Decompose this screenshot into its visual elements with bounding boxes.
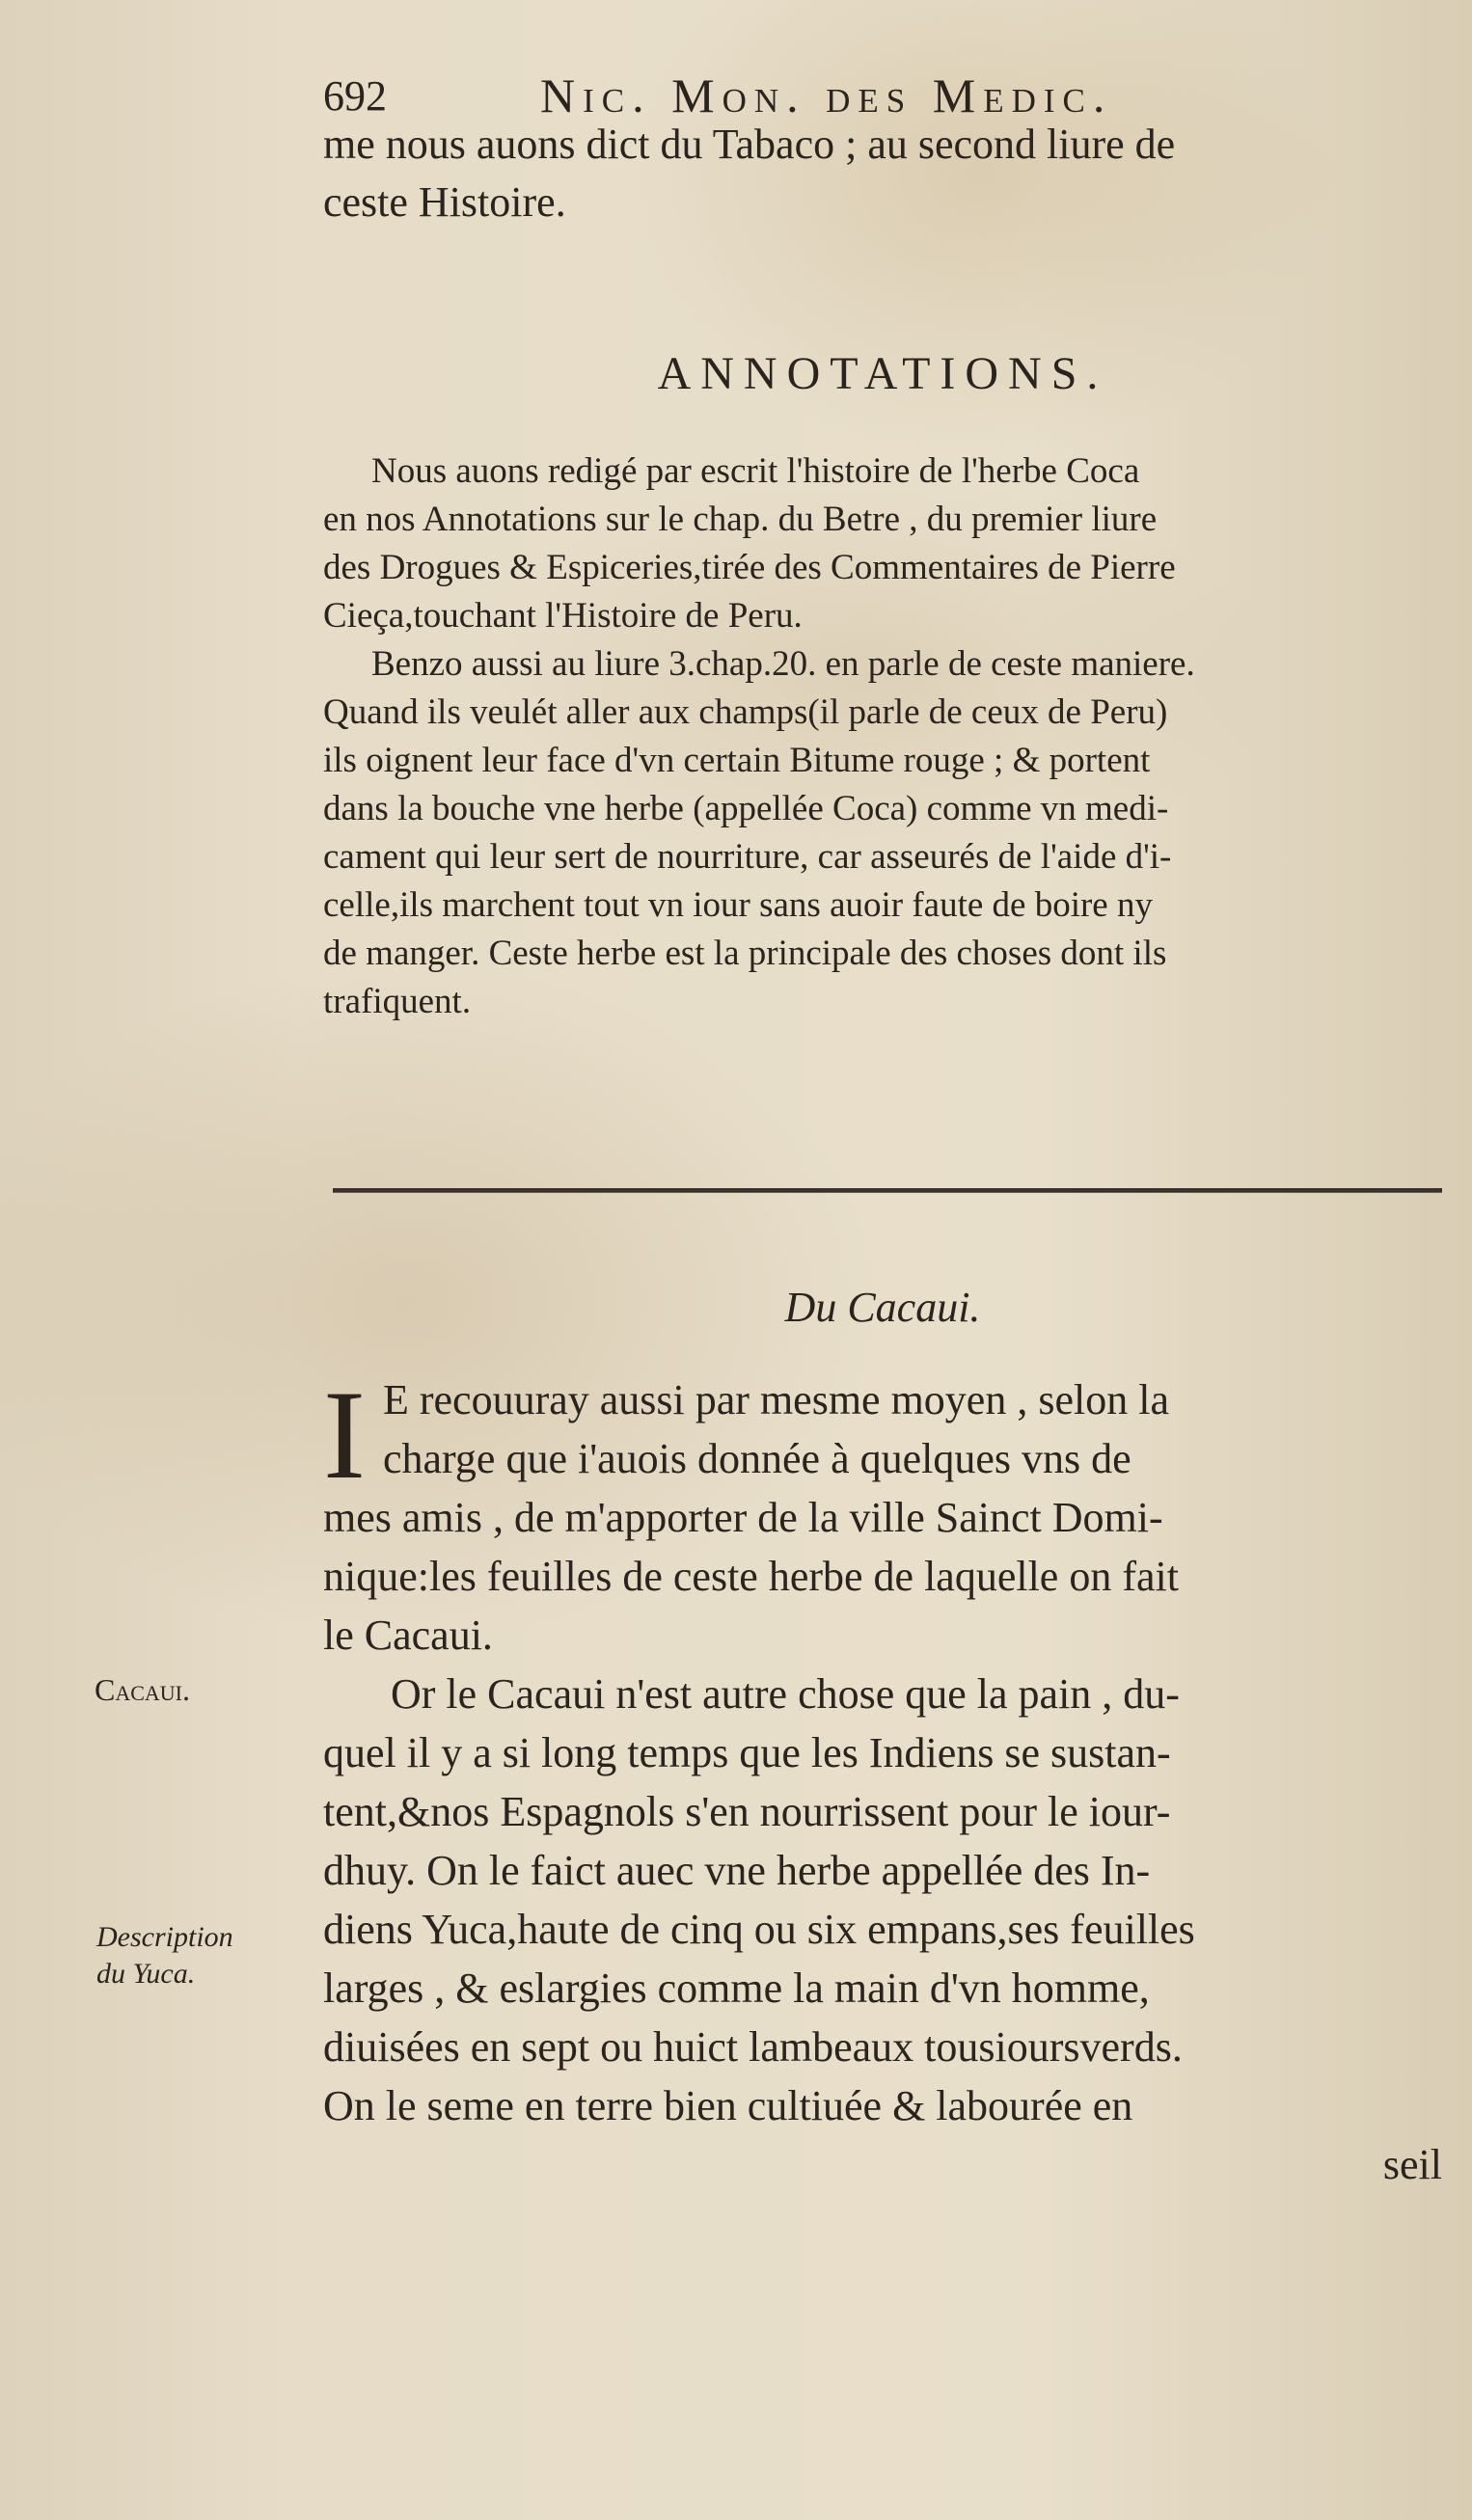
text-line: nique:les feuilles de ceste herbe de laquelle on fait — [323, 1553, 1179, 1600]
text-line: dhuy. On le faict auec vne herbe appellée des In- — [323, 1847, 1151, 1894]
text-line: larges , & eslargies comme la main d'vn homme, — [323, 1965, 1150, 2012]
page-number: 692 — [323, 72, 387, 120]
text-line: trafiquent. — [323, 982, 472, 1021]
annotations-heading: ANNOTATIONS. — [657, 348, 1108, 399]
text-line: Cieça,touchant l'Histoire de Peru. — [323, 596, 803, 636]
text-line: diens Yuca,haute de cinq ou six empans,ses feuilles — [323, 1906, 1195, 1953]
text-line: me nous auons dict du Tabaco ; au second liure de — [323, 121, 1176, 168]
text-line: ils oignent leur face d'vn certain Bitume rouge ; & portent — [323, 741, 1151, 780]
text-line: diuisées en sept ou huict lambeaux tousioursverds. — [323, 2023, 1183, 2071]
text-line: dans la bouche vne herbe (appellée Coca) comme vn medi- — [323, 789, 1169, 828]
margin-note-cacaui: Cacaui. — [95, 1672, 191, 1707]
text-line: charge que i'auois donnée à quelques vns de — [383, 1435, 1131, 1482]
text-line: ceste Histoire. — [323, 178, 566, 226]
drop-cap: I — [323, 1364, 366, 1505]
text-line: de manger. Ceste herbe est la principale des choses dont ils — [323, 934, 1167, 973]
dropcap-lines — [323, 1364, 1442, 1505]
margin-note-line: Description — [96, 1921, 233, 1953]
section-body — [323, 1364, 1442, 2203]
text-line: Benzo aussi au liure 3.chap.20. en parle de ceste maniere. — [371, 644, 1195, 684]
text-line: E recouuray aussi par mesme moyen , selon la — [383, 1376, 1169, 1423]
text-line: le Cacaui. — [323, 1612, 493, 1659]
text-line: On le seme en terre bien cultiuée & labourée en — [323, 2082, 1133, 2129]
text-line: en nos Annotations sur le chap. du Betre , du premier liure — [323, 500, 1158, 539]
text-line: mes amis , de m'apporter de la ville Sainct Domi- — [323, 1494, 1163, 1541]
margin-note-line: du Yuca. — [96, 1957, 196, 1990]
text-line: quel il y a si long temps que les Indiens se sustan- — [323, 1729, 1171, 1776]
margin-note-yuca — [96, 1919, 233, 1992]
text-line: tent,&nos Espagnols s'en nourrissent pour le iour- — [323, 1788, 1171, 1835]
annotations-text — [323, 453, 1442, 1032]
section-divider — [333, 1188, 1442, 1193]
text-line: Quand ils veulét aller aux champs(il parle de ceux de Peru) — [323, 692, 1168, 732]
section-title: Du Cacaui. — [784, 1284, 981, 1331]
continuation-text — [323, 123, 1442, 239]
catchword: seil — [1382, 2141, 1442, 2188]
text-line: des Drogues & Espiceries,tirée des Commentaires de Pierre — [323, 548, 1176, 587]
text-line: Or le Cacaui n'est autre chose que la pain , du- — [391, 1670, 1180, 1718]
text-line: celle,ils marchent tout vn iour sans auoir faute de boire ny — [323, 885, 1153, 925]
text-line: Nous auons redigé par escrit l'histoire de l'herbe Coca — [371, 451, 1140, 491]
running-head: Nic. Mon. des Medic. — [540, 68, 1113, 122]
text-line: cament qui leur sert de nourriture, car asseurés de l'aide d'i- — [323, 837, 1172, 877]
